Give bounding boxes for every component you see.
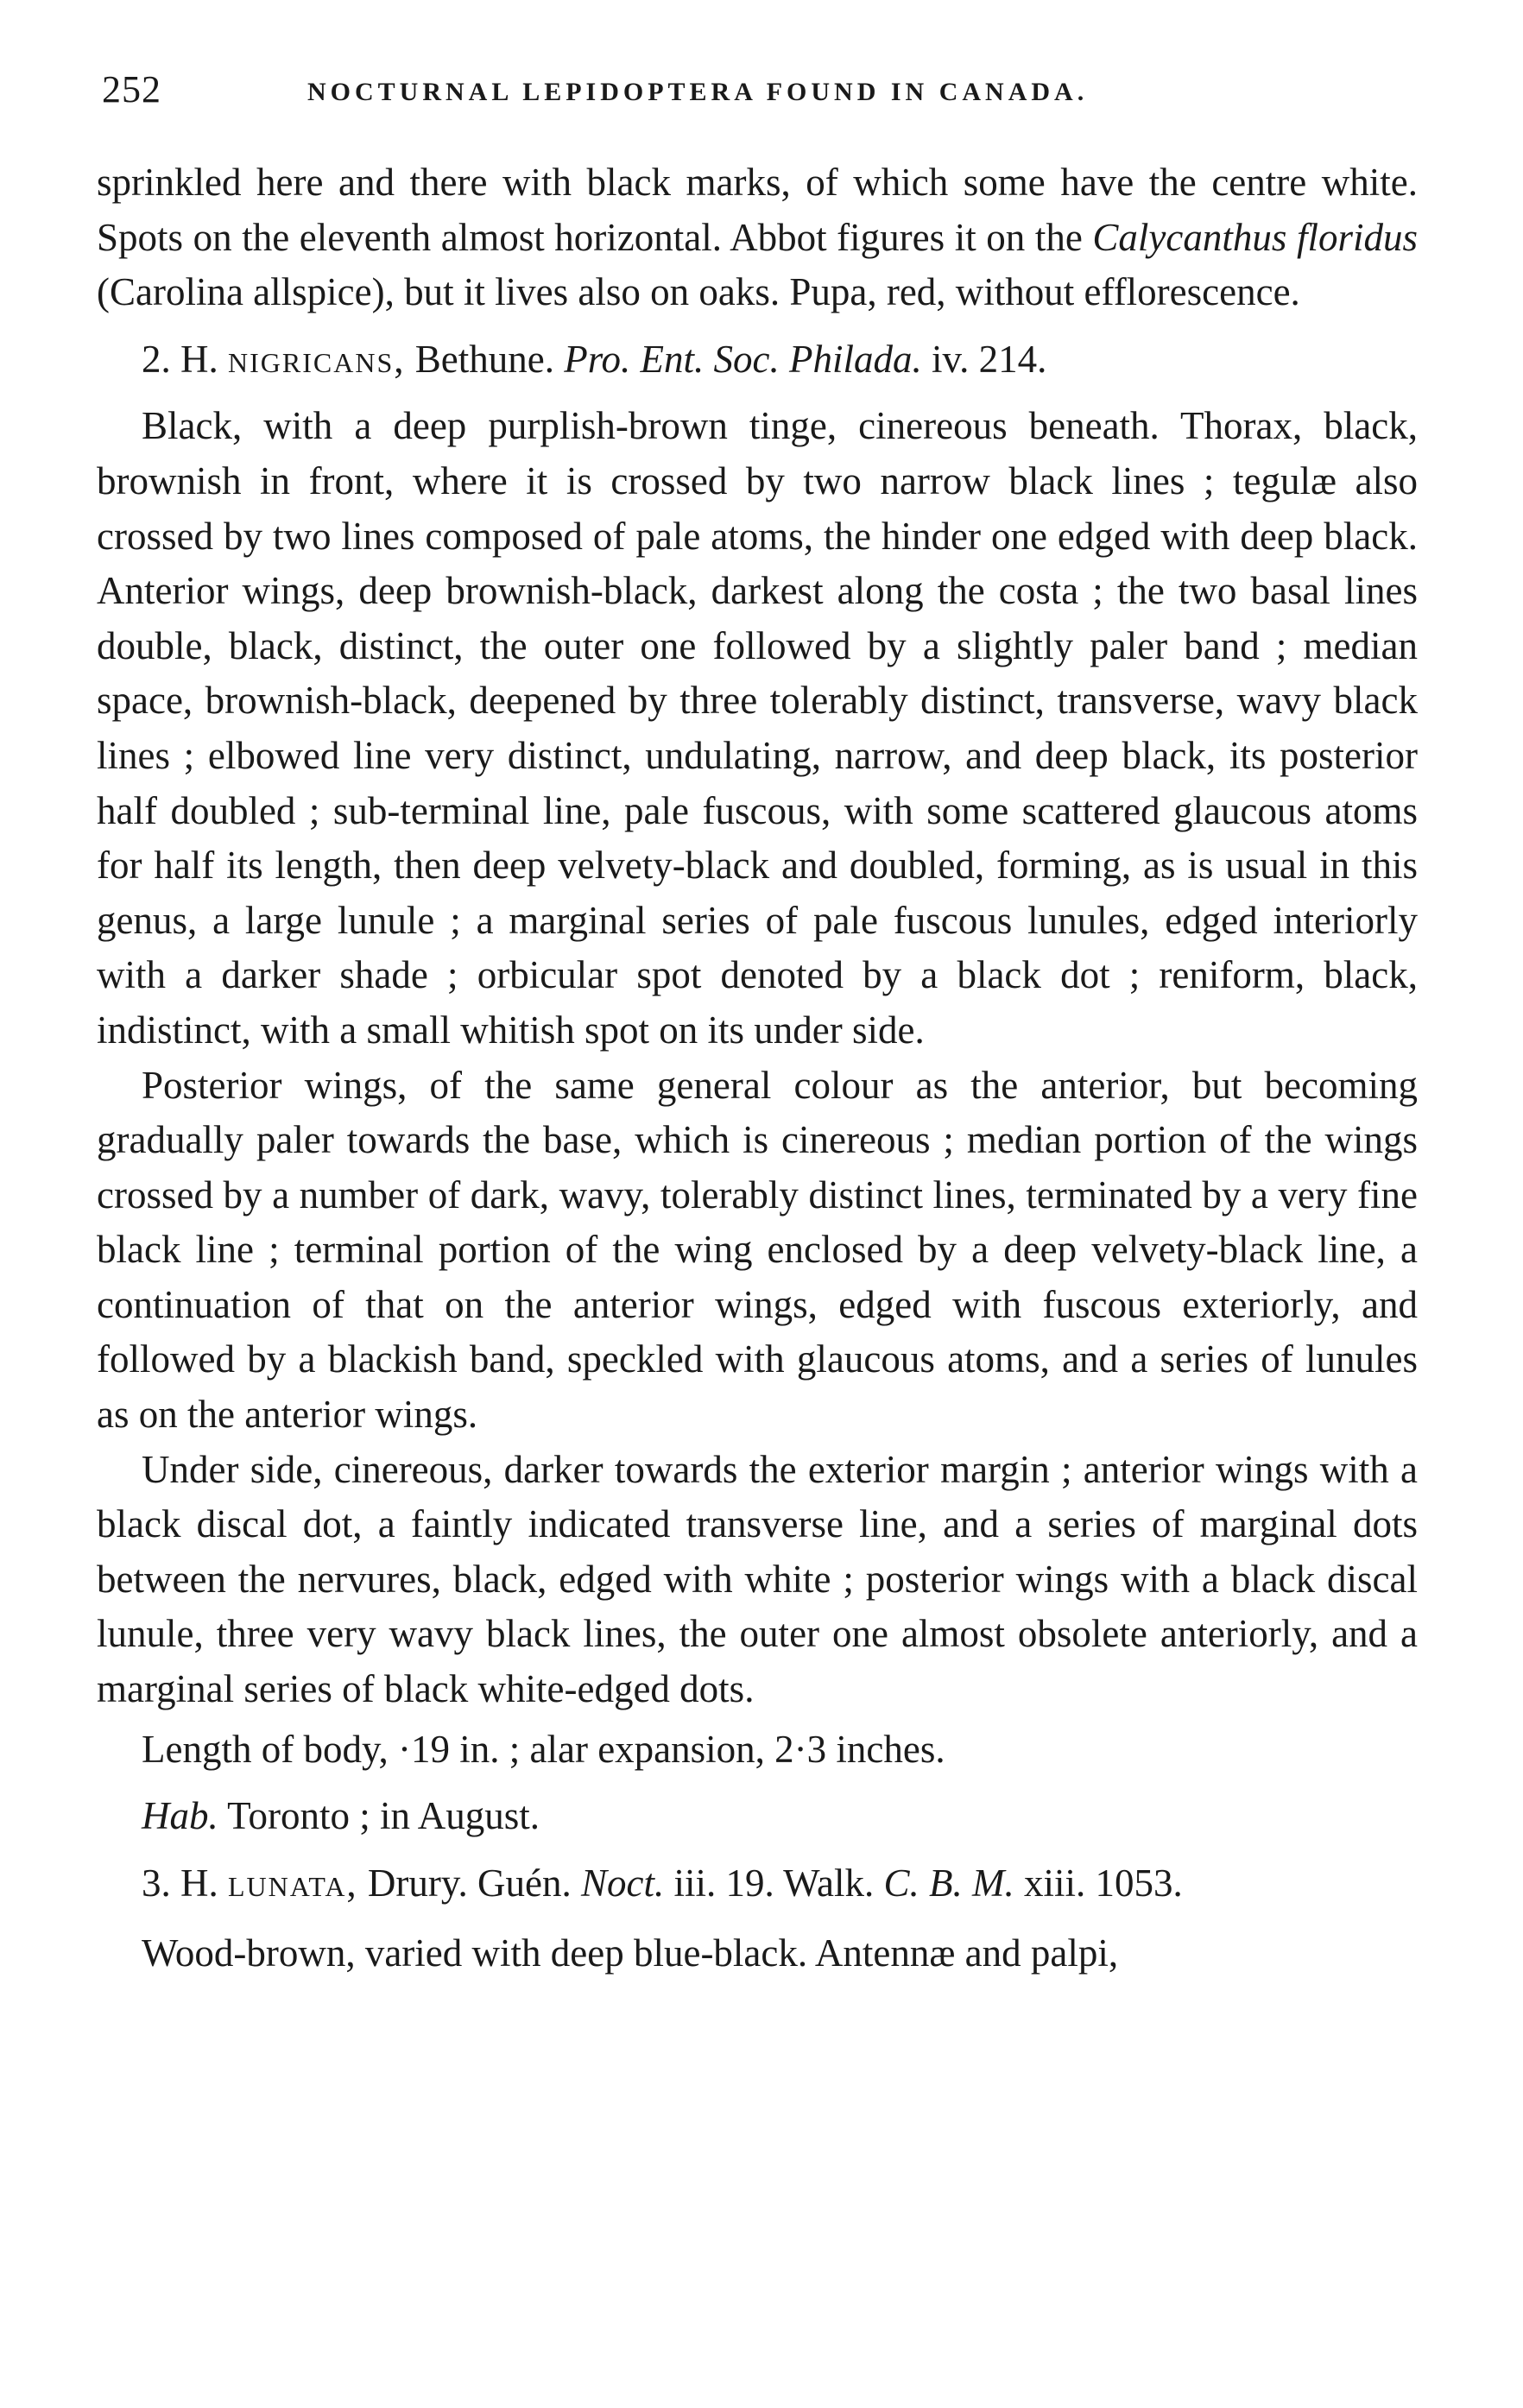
paragraph-habitat: Hab. Toronto ; in August. <box>142 1794 540 1838</box>
paragraph-continuation: sprinkled here and there with black marks, of which some have the centre white. Spots on the eleventh almost horizontal. Abbot figures it on the Calycanthus floridus (Carolina allspice), but it lives also on oaks. Pupa, red, without efflorescence. <box>97 161 1418 314</box>
paragraph-posterior-wings: Posterior wings, of the same general colour as the anterior, but becoming gradually paler towards the base, which is cinereous ; median portion of the wings crossed by a number of dark, wavy, tolerably distinct lines, terminated by a very fine black line ; terminal portion of the wing enclosed by a deep velvety-black line, a continuation of that on the anterior wings, edged with fuscous exteriorly, and followed by a blackish band, speckled with glaucous atoms, and a series of lunules as on the anterior wings. <box>97 1063 1418 1437</box>
paragraph-under-side: Under side, cinereous, darker towards the exterior margin ; anterior wings with a black discal dot, a faintly indicated transverse line, and a series of marginal dots between the nervures, black, edged with white ; posterior wings with a black discal lunule, three very wavy black lines, the outer one almost obsolete anteriorly, and a marginal series of black white-edged dots. <box>97 1447 1418 1711</box>
species-heading-nigricans: 2. H. nigricans, Bethune. Pro. Ent. Soc. Philada. iv. 214. <box>142 337 1047 381</box>
body-text <box>97 155 1418 1981</box>
paragraph-lunata-description: Wood-brown, varied with deep blue-black. Antennæ and palpi, <box>142 1931 1119 1975</box>
page-header <box>102 67 1423 119</box>
paragraph-description: Black, with a deep purplish-brown tinge, cinereous beneath. Thorax, black, brownish in front, where it is crossed by two narrow black lines ; tegulæ also crossed by two lines composed of pale atoms, the hinder one edged with deep black. Anterior wings, deep brownish-black, darkest along the costa ; the two basal lines double, black, distinct, the outer one followed by a slightly paler band ; median space, brownish-black, deepened by three tolerably distinct, transverse, wavy black lines ; elbowed line very distinct, undulating, narrow, and deep black, its posterior half doubled ; sub-terminal line, pale fuscous, with some scattered glaucous atoms for half its length, then deep velvety-black and doubled, forming, as is usual in this genus, a large lunule ; a marginal series of pale fuscous lunules, edged interiorly with a darker shade ; orbicular spot denoted by a black dot ; reniform, black, indistinct, with a small whitish spot on its under side. <box>97 404 1418 1052</box>
running-head: NOCTURNAL LEPIDOPTERA FOUND IN CANADA. <box>307 78 1089 106</box>
page-number: 252 <box>102 68 161 111</box>
paragraph-measurements: Length of body, ·19 in. ; alar expansion, 2·3 inches. <box>142 1727 945 1771</box>
species-heading-lunata: 3. H. lunata, Drury. Guén. Noct. iii. 19. Walk. C. B. M. xiii. 1053. <box>142 1861 1183 1905</box>
